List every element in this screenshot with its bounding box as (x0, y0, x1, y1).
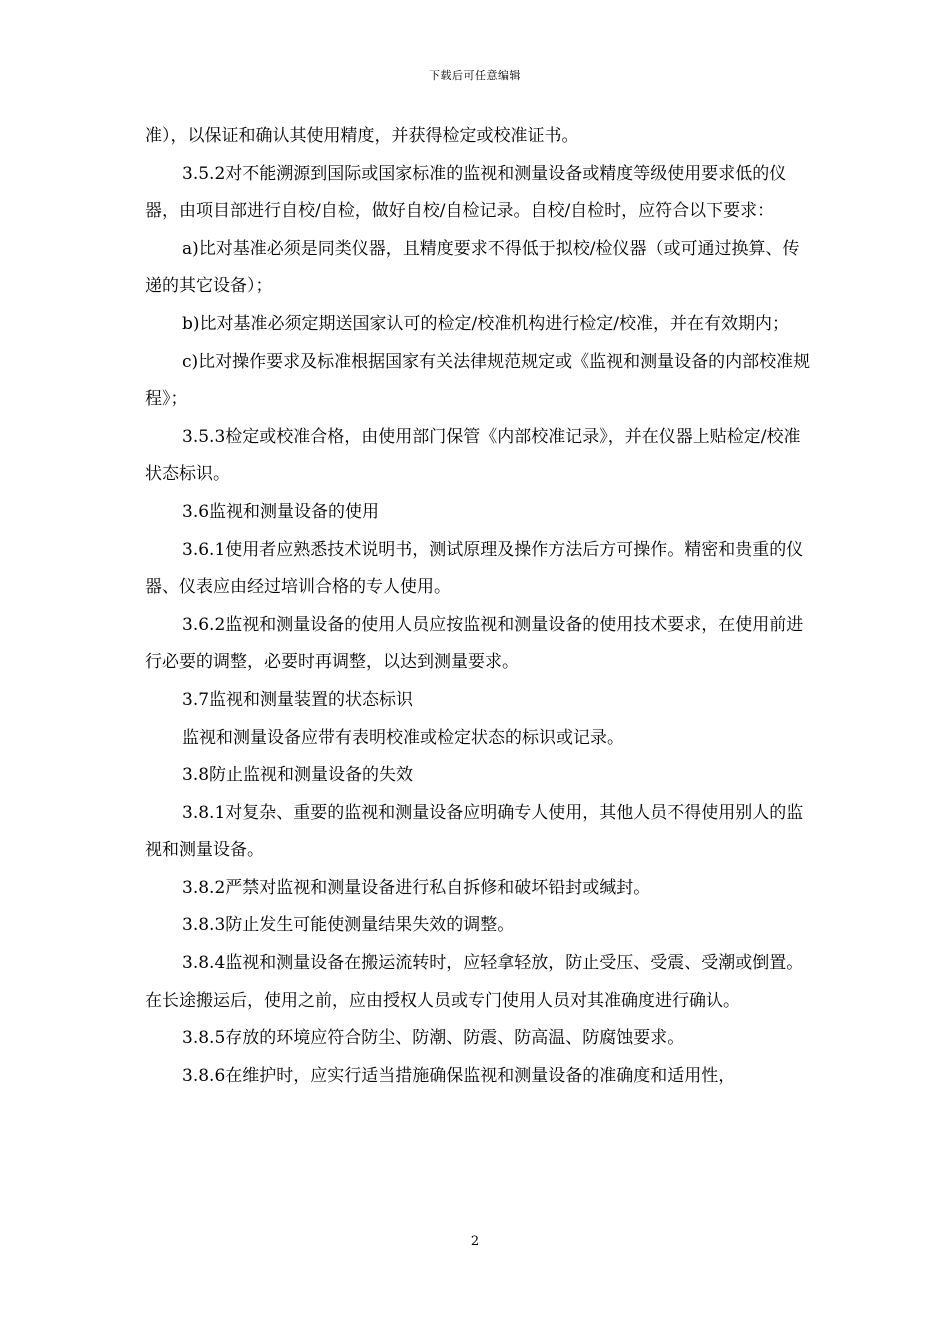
paragraph: 3.8.6在维护时，应实行适当措施确保监视和测量设备的准确度和适用性， (182, 1065, 736, 1086)
section-heading: 3.6监视和测量设备的使用 (182, 501, 380, 522)
paragraph: 3.6.1使用者应熟悉技术说明书，测试原理及操作方法后方可操作。精密和贵重的仪器、仪表应由经过培训合格的专人使用。 (145, 539, 804, 598)
paragraph: 3.8.3防止发生可能使测量结果失效的调整。 (182, 915, 515, 936)
paragraph: 准），以保证和确认其使用精度，并获得检定或校准证书。 (145, 126, 579, 146)
paragraph: 3.8.2严禁对监视和测量设备进行私自拆修和破坏铅封或缄封。 (182, 877, 651, 898)
paragraph: 3.6.2监视和测量设备的使用人员应按监视和测量设备的使用技术要求，在使用前进行必要的调整，必要时再调整，以达到测量要求。 (145, 614, 804, 673)
paragraph: 监视和测量设备应带有表明校准或检定状态的标识或记录。 (182, 727, 624, 748)
section-heading: 3.7监视和测量装置的状态标识 (182, 689, 414, 710)
paragraph: 3.8.4监视和测量设备在搬运流转时，应轻拿轻放，防止受压、受震、受潮或倒置。在长途搬运后，使用之前，应由授权人员或专门使用人员对其准确度进行确认。 (145, 953, 804, 1011)
document-body (145, 118, 813, 1095)
section-heading: 3.8防止监视和测量设备的失效 (182, 765, 414, 786)
paragraph: 3.5.2对不能溯源到国际或国家标准的监视和测量设备或精度等级使用要求低的仪器，由项目部进行自校/自检，做好自校/自检记录。自校/自检时，应符合以下要求： (145, 163, 787, 222)
paragraph: 3.8.5存放的环境应符合防尘、防潮、防震、防高温、防腐蚀要求。 (182, 1028, 685, 1049)
list-item: a)比对基准必须是同类仪器，且精度要求不得低于拟校/检仪器（或可通过换算、传递的其它设备）； (145, 238, 800, 297)
list-item: c)比对操作要求及标准根据国家有关法律规范规定或《监视和测量设备的内部校准规程》； (145, 351, 811, 410)
page-header: 下载后可任意编辑 (429, 69, 521, 82)
paragraph: 3.5.3检定或校准合格，由使用部门保管《内部校准记录》，并在仪器上贴检定/校准状态标识。 (145, 426, 801, 485)
page-number: 2 (470, 1234, 480, 1249)
paragraph: 3.8.1对复杂、重要的监视和测量设备应明确专人使用，其他人员不得使用别人的监视和测量设备。 (145, 802, 804, 861)
list-item: b)比对基准必须定期送国家认可的检定/校准机构进行检定/校准，并在有效期内； (182, 313, 789, 334)
